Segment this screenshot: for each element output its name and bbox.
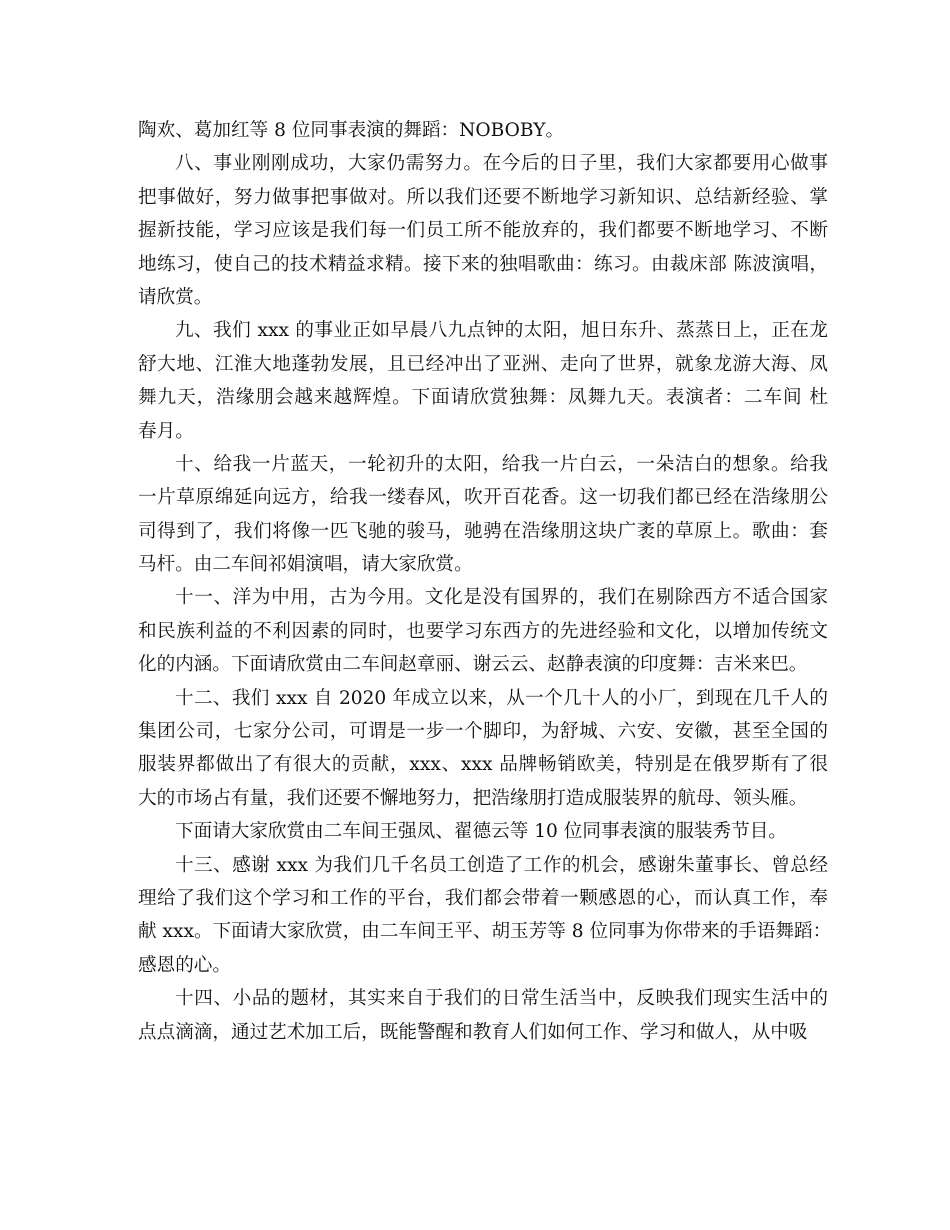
paragraph-p12b xyxy=(138,815,828,848)
text-line: 服装界都做出了有很大的贡献，xxx、xxx 品牌畅销欧美，特别是在俄罗斯有了很 xyxy=(138,754,828,776)
document-body xyxy=(138,114,832,1049)
text-line: 十三、感谢 xxx 为我们几千名员工创造了工作的机会，感谢朱董事长、曾总经 xyxy=(175,854,828,876)
text-line: 感恩的心。 xyxy=(138,954,231,976)
text-line: 集团公司，七家分公司，可谓是一步一个脚印，为舒城、六安、安徽，甚至全国的 xyxy=(138,721,828,743)
text-line: 点点滴滴，通过艺术加工后，既能警醒和教育人们如何工作、学习和做人，从中吸 xyxy=(138,1021,808,1043)
text-line: 舞九天，浩缘朋会越来越辉煌。下面请欣赏独舞：凤舞九天。表演者：二车间 杜 xyxy=(138,387,828,409)
text-line: 陶欢、葛加红等 8 位同事表演的舞蹈：NOBOBY。 xyxy=(138,120,565,141)
text-line: 握新技能，学习应该是我们每一们员工所不能放弃的，我们都要不断地学习、不断 xyxy=(138,220,828,242)
text-line: 舒大地、江淮大地蓬勃发展，且已经冲出了亚洲、走向了世界，就象龙游大海、凤 xyxy=(138,353,828,375)
text-line: 地练习，使自己的技术精益求精。接下来的独唱歌曲：练习。由裁床部 陈波演唱， xyxy=(138,253,828,275)
text-line: 下面请大家欣赏由二车间王强凤、翟德云等 10 位同事表演的服装秀节目。 xyxy=(175,821,787,843)
text-line: 献 xxx。下面请大家欣赏，由二车间王平、胡玉芳等 8 位同事为你带来的手语舞蹈： xyxy=(138,921,832,943)
paragraph-p12 xyxy=(138,682,828,816)
text-line: 理给了我们这个学习和工作的平台，我们都会带着一颗感恩的心，而认真工作，奉 xyxy=(138,887,828,909)
text-line: 十、给我一片蓝天，一轮初升的太阳，给我一片白云，一朵洁白的想象。给我 xyxy=(175,453,828,475)
paragraph-p14 xyxy=(138,982,828,1049)
text-line: 一片草原绵延向远方，给我一缕春风，吹开百花香。这一切我们都已经在浩缘朋公 xyxy=(138,487,828,509)
text-line: 九、我们 xxx 的事业正如早晨八九点钟的太阳，旭日东升、蒸蒸日上，正在龙 xyxy=(175,320,828,342)
text-line: 请欣赏。 xyxy=(138,286,213,308)
text-line: 大的市场占有量，我们还要不懈地努力，把浩缘朋打造成服装界的航母、领头雁。 xyxy=(138,787,808,809)
text-line: 化的内涵。下面请欣赏由二车间赵章丽、谢云云、赵静表演的印度舞：吉米来巴。 xyxy=(138,654,808,676)
text-line: 十四、小品的题材，其实来自于我们的日常生活当中，反映我们现实生活中的 xyxy=(175,988,828,1010)
text-line: 十一、洋为中用，古为今用。文化是没有国界的，我们在剔除西方不适合国家 xyxy=(175,587,828,609)
paragraph-p10 xyxy=(138,448,828,582)
paragraph-p8 xyxy=(138,147,828,314)
paragraph-p11 xyxy=(138,581,828,681)
text-line: 和民族利益的不利因素的同时，也要学习东西方的先进经验和文化，以增加传统文 xyxy=(138,620,828,642)
paragraph-p13 xyxy=(138,849,832,983)
paragraph-p9 xyxy=(138,314,828,448)
text-line: 马杆。由二车间祁娟演唱，请大家欣赏。 xyxy=(138,554,473,576)
text-line: 司得到了，我们将像一匹飞驰的骏马，驰骋在浩缘朋这块广袤的草原上。歌曲：套 xyxy=(138,520,828,542)
paragraph-p0 xyxy=(138,114,828,147)
text-line: 春月。 xyxy=(138,420,194,442)
text-line: 八、事业刚刚成功，大家仍需努力。在今后的日子里，我们大家都要用心做事 xyxy=(175,153,828,175)
text-line: 把事做好，努力做事把事做对。所以我们还要不断地学习新知识、总结新经验、掌 xyxy=(138,186,828,208)
text-line: 十二、我们 xxx 自 2020 年成立以来，从一个几十人的小厂，到现在几千人的 xyxy=(175,687,828,709)
